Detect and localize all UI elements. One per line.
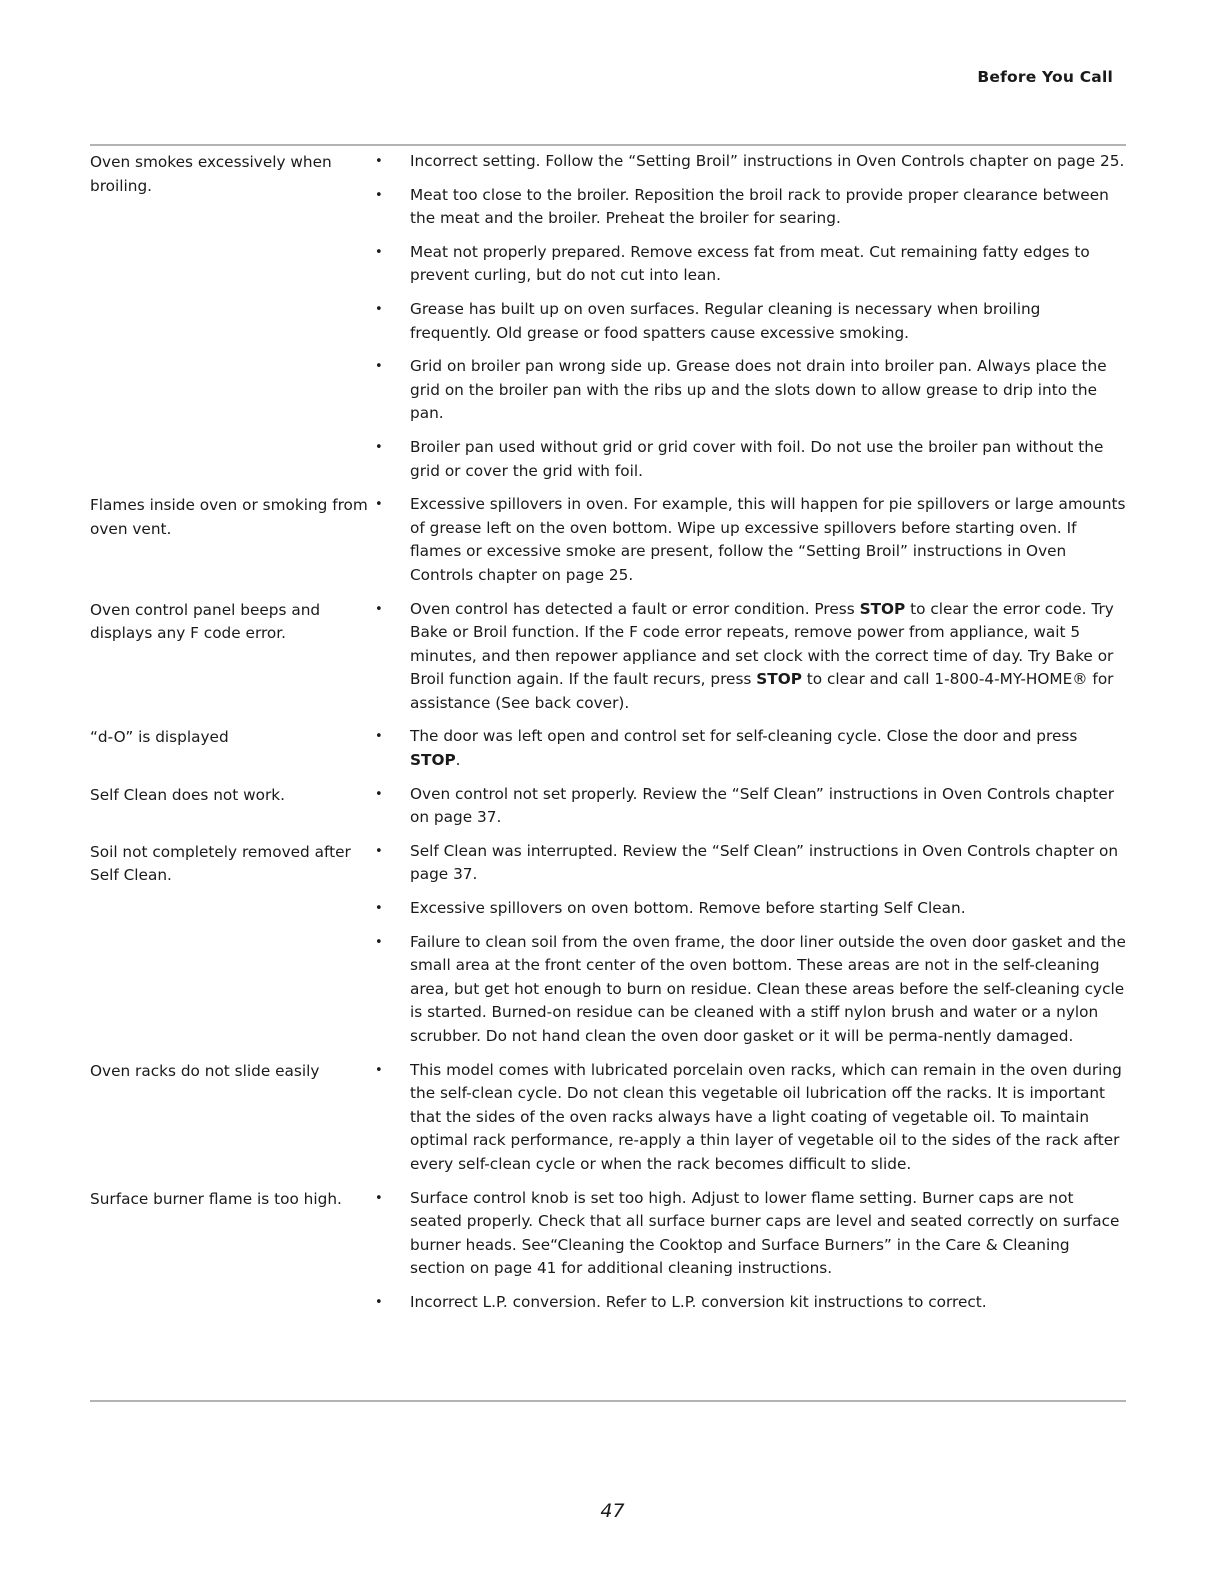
- table-row: [90, 598, 1126, 726]
- cause-item: • Grease has built up on oven surfaces. Regular cleaning is necessary when broiling frequently. Old grease or food spatters cause excessive smoking.: [80, 298, 1126, 345]
- cause-item: • Meat too close to the broiler. Reposition the broil rack to provide proper clearance between the meat and the broiler. Preheat the broiler for searing.: [80, 184, 1126, 231]
- table-row: [90, 493, 1126, 597]
- cause-item: • Failure to clean soil from the oven frame, the door liner outside the oven door gasket and the small area at the front center of the oven bottom. These areas are not in the self-cleaning area, but get hot enough to burn on residue. Clean these areas before the self-cleaning cycle is started. Burned-on residue can be cleaned with a stiff nylon brush and water or a nylon scrubber. Do not hand clean the oven door gasket or it will be perma-nently damaged.: [80, 931, 1126, 1049]
- problem-text: Surface burner flame is too high.: [90, 1189, 342, 1208]
- cause-item: • Oven control not set properly. Review the “Self Clean” instructions in Oven Controls chapter on page 37.: [80, 783, 1126, 830]
- troubleshooting-table: [90, 150, 1126, 1325]
- bottom-divider: [90, 1400, 1126, 1402]
- table-row: [90, 1187, 1126, 1325]
- cause-list: [380, 493, 1126, 597]
- table-row: [90, 840, 1126, 1059]
- cause-item: • Excessive spillovers on oven bottom. Remove before starting Self Clean.: [80, 897, 1126, 921]
- cause-list: [380, 725, 1126, 782]
- table-row: [90, 1059, 1126, 1187]
- cause-list: [380, 150, 1126, 493]
- cause-item: • Grid on broiler pan wrong side up. Grease does not drain into broiler pan. Always place the grid on the broiler pan with the ribs up and the slots down to allow grease to drip into the pan.: [80, 355, 1126, 426]
- cause-item: • Incorrect setting. Follow the “Setting Broil” instructions in Oven Controls chapter on page 25.: [80, 150, 1126, 174]
- cause-list: [380, 840, 1126, 1059]
- table-row: [90, 150, 1126, 493]
- top-divider: [90, 144, 1126, 146]
- cause-item: • Incorrect L.P. conversion. Refer to L.P. conversion kit instructions to correct.: [80, 1291, 1126, 1315]
- problem-text: Oven racks do not slide easily: [90, 1061, 320, 1080]
- problem-text: Self Clean does not work.: [90, 785, 285, 804]
- problem-text: Oven smokes excessively when broiling.: [90, 153, 332, 195]
- cause-item: • Self Clean was interrupted. Review the “Self Clean” instructions in Oven Controls chapter on page 37.: [80, 840, 1126, 887]
- problem-text: Oven control panel beeps and displays any F code error.: [90, 600, 321, 643]
- page-number: 47: [600, 1500, 625, 1522]
- problem-text: Flames inside oven or smoking from oven vent.: [90, 496, 368, 538]
- problem-text: Soil not completely removed after Self Clean.: [90, 842, 351, 885]
- cause-item: • Broiler pan used without grid or grid cover with foil. Do not use the broiler pan without the grid or cover the grid with foil.: [80, 436, 1126, 483]
- cause-list: [380, 1187, 1126, 1325]
- cause-item: • This model comes with lubricated porcelain oven racks, which can remain in the oven during the self-clean cycle. Do not clean this vegetable oil lubrication off the racks. It is important that the sides of the oven racks always have a light coating of vegetable oil. To maintain optimal rack performance, re-apply a thin layer of vegetable oil to the sides of the rack after every self-clean cycle or when the rack becomes difficult to slide.: [80, 1059, 1126, 1177]
- cause-item: • Meat not properly prepared. Remove excess fat from meat. Cut remaining fatty edges to prevent curling, but do not cut into lean.: [80, 241, 1126, 288]
- table-row: [90, 783, 1126, 840]
- cause-item: • Surface control knob is set too high. Adjust to lower flame setting. Burner caps are not seated properly. Check that all surface burner caps are level and seated correctly on surface burner heads. See“Cleaning the Cooktop and Surface Burners” in the Care & Cleaning section on page 41 for additional cleaning instructions.: [80, 1187, 1126, 1281]
- table-row: [90, 725, 1126, 782]
- cause-item: • Oven control has detected a fault or error condition. Press STOP to clear the error code. Try Bake or Broil function. If the F code error repeats, remove power from appliance, wait 5 minutes, and then repower appliance and set clock with the correct time of day. Try Bake or Broil function again. If the fault recurs, press STOP to clear and call 1-800-4-MY-HOME® for assistance (See back cover).: [80, 598, 1126, 716]
- problem-text: “d-O” is displayed: [90, 728, 229, 747]
- cause-item: • Excessive spillovers in oven. For example, this will happen for pie spillovers or large amounts of grease left on the oven bottom. Wipe up excessive spillovers before starting oven. If flames or excessive smoke are present, follow the “Setting Broil” instructions in Oven Controls chapter on page 25.: [80, 493, 1126, 587]
- cause-list: [380, 783, 1126, 840]
- cause-item: • The door was left open and control set for self-cleaning cycle. Close the door and press STOP.: [80, 725, 1126, 772]
- section-title: Before You Call: [977, 68, 1113, 86]
- cause-list: [380, 1059, 1126, 1187]
- cause-list: [380, 598, 1126, 726]
